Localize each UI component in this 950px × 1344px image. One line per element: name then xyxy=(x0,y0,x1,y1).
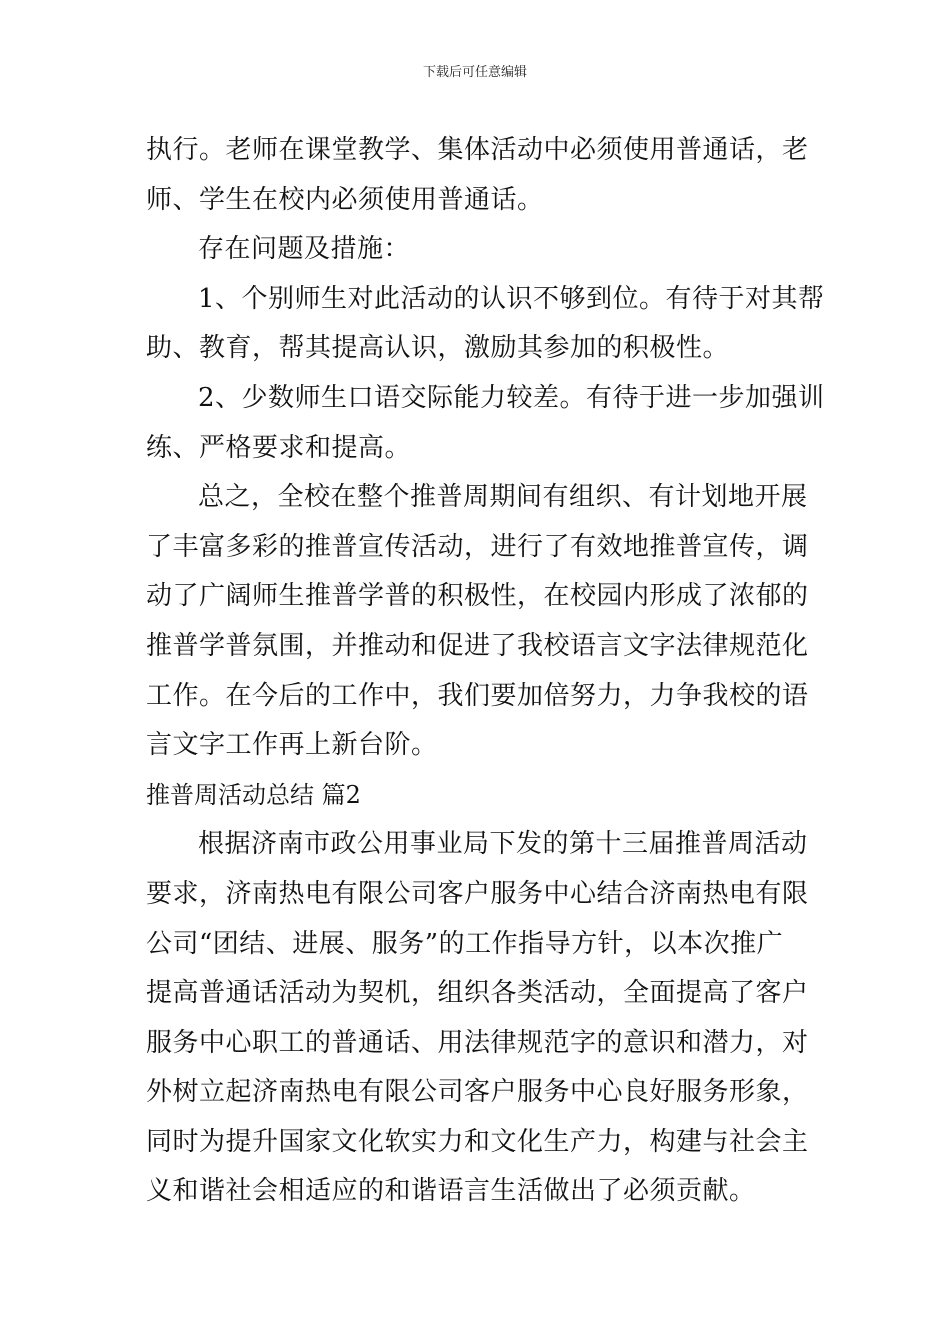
text-line: 2、少数师生口语交际能力较差。有待于进一步加强训 xyxy=(198,382,825,413)
text-line: 公司“团结、进展、服务”的工作指导方针，以本次推广 xyxy=(146,928,784,959)
text-line: 存在问题及措施： xyxy=(198,234,411,265)
text-line: 执行。老师在课堂教学、集体活动中必须使用普通话，老 xyxy=(146,135,809,165)
text-line: 提高普通话活动为契机，组织各类活动，全面提高了客户 xyxy=(146,978,809,1009)
text-line: 总之，全校在整个推普周期间有组织、有计划地开展 xyxy=(198,482,808,513)
text-line: 工作。在今后的工作中，我们要加倍努力，力争我校的语 xyxy=(146,680,809,711)
document-body xyxy=(146,126,825,1217)
text-line: 言文字工作再上新台阶。 xyxy=(146,730,438,761)
text-line: 练、严格要求和提高。 xyxy=(146,432,412,463)
text-line: 要求，济南热电有限公司客户服务中心结合济南热电有限 xyxy=(146,878,809,909)
text-line: 根据济南市政公用事业局下发的第十三届推普周活动 xyxy=(198,829,808,860)
text-line: 服务中心职工的普通话、用法律规范字的意识和潜力，对 xyxy=(146,1027,809,1058)
text-line: 了丰富多彩的推普宣传活动，进行了有效地推普宣传，调 xyxy=(146,531,809,562)
text-line: 义和谐社会相适应的和谐语言生活做出了必须贡献。 xyxy=(146,1176,756,1207)
text-line: 1、个别师生对此活动的认识不够到位。有待于对其帮 xyxy=(198,283,825,314)
text-line: 动了广阔师生推普学普的积极性，在校园内形成了浓郁的 xyxy=(146,581,809,612)
text-line: 外树立起济南热电有限公司客户服务中心良好服务形象， xyxy=(146,1077,809,1108)
text-line: 助、教育，帮其提高认识，激励其参加的积极性。 xyxy=(146,333,730,364)
text-line: 推普学普氛围，并推动和促进了我校语言文字法律规范化 xyxy=(146,630,809,661)
section-heading: 推普周活动总结 篇2 xyxy=(146,780,361,809)
text-line: 同时为提升国家文化软实力和文化生产力，构建与社会主 xyxy=(146,1126,809,1157)
text-line: 师、学生在校内必须使用普通话。 xyxy=(146,184,544,215)
page-header: 下载后可任意编辑 xyxy=(422,65,527,80)
